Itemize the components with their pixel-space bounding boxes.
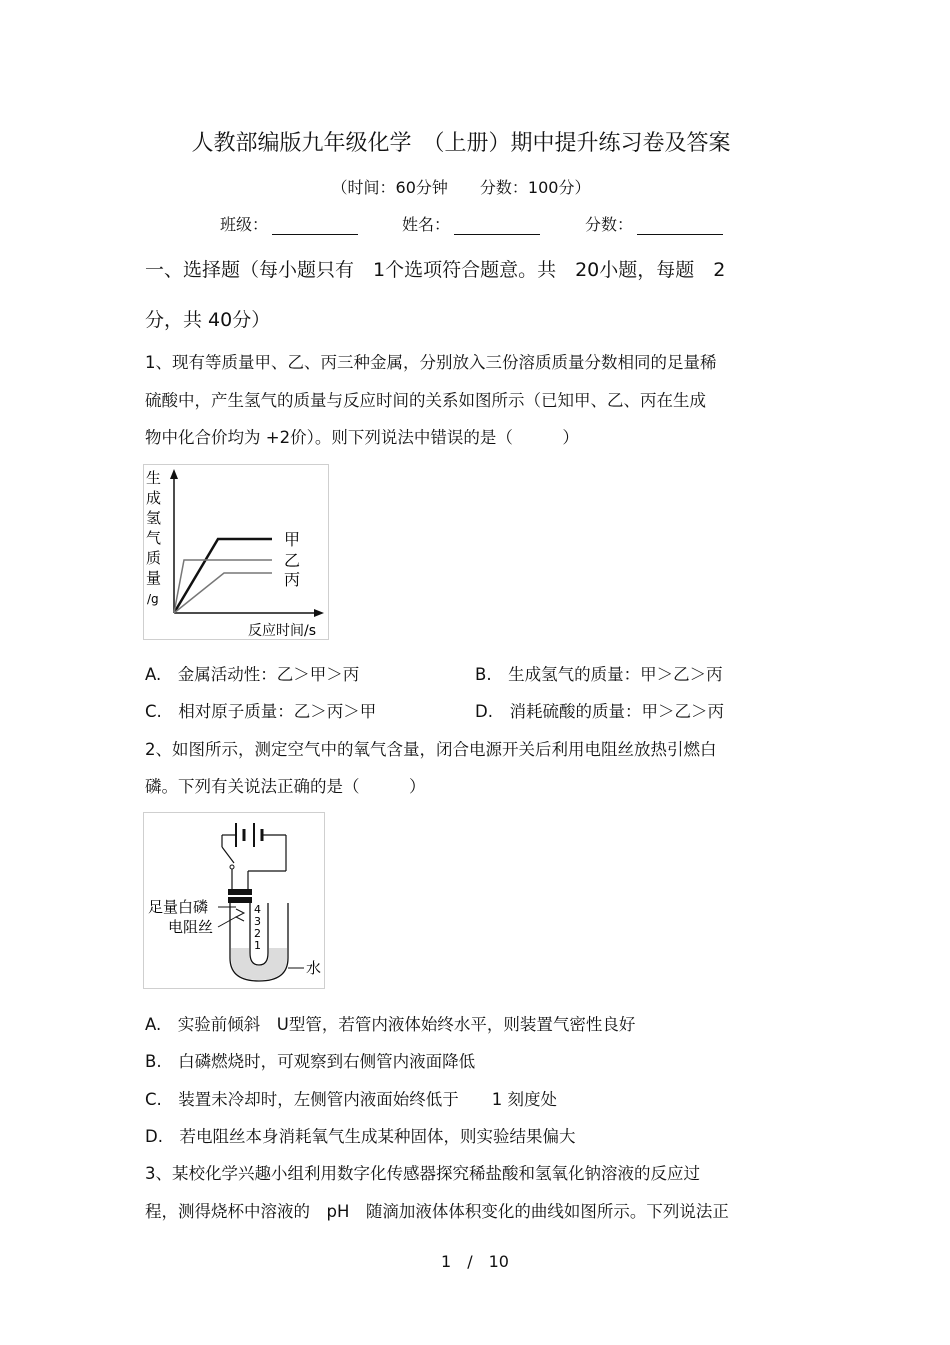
exam-info: （时间：60分钟 分数：100分） [331,178,591,197]
y-label-char-6: 量 [146,569,162,587]
name-label: 姓名： [402,215,451,234]
scale-4: 4 [254,903,261,916]
y-label-char-4: 气 [146,529,162,547]
q2-text-line2: 磷。下列有关说法正确的是（ ） [145,777,426,796]
score-label: 分数： [585,215,634,234]
label-white-phosphorus: 足量白磷 [148,898,209,916]
scale-3: 3 [254,915,261,928]
q1-option-c: C. 相对原子质量：乙＞丙＞甲 [145,702,377,721]
q2-figure [143,812,325,989]
scale-2: 2 [254,927,261,940]
class-field [220,212,358,235]
page-title: 人教部编版九年级化学 （上册）期中提升练习卷及答案 [191,131,731,156]
q1-option-a: A. 金属活动性：乙＞甲＞丙 [145,665,360,684]
class-blank [272,218,358,235]
q1-text-line3: 物中化合价均为 +2价）。则下列说法中错误的是（ ） [145,428,579,447]
q1-option-d: D. 消耗硫酸的质量：甲＞乙＞丙 [475,702,724,721]
q1-option-b: B. 生成氢气的质量：甲＞乙＞丙 [475,665,723,684]
q2-option-b: B. 白磷燃烧时，可观察到右侧管内液面降低 [145,1052,476,1071]
curve-label-bing: 丙 [284,570,301,589]
q1-figure [143,464,329,640]
label-water: 水 [306,959,322,977]
q2-option-a: A. 实验前倾斜 U型管，若管内液体始终水平，则装置气密性良好 [145,1015,636,1034]
u-tube-apparatus [144,813,324,988]
y-label-char-2: 成 [146,489,162,507]
scale-1: 1 [254,939,261,952]
q2-text-line1: 2、如图所示，测定空气中的氧气含量，闭合电源开关后利用电阻丝放热引燃白 [145,740,717,759]
score-field [585,212,723,235]
y-label-char-5: 质 [146,549,162,567]
section-heading-line1: 一、选择题（每小题只有 1个选项符合题意。共 20小题，每题 2 [145,259,726,281]
name-field [402,212,540,235]
section-heading-line2: 分，共 40分） [145,309,271,331]
label-resistance-wire: 电阻丝 [168,918,214,936]
y-label-char-1: 生 [146,469,162,487]
curve-bing [174,573,272,613]
q1-text-line2: 硫酸中，产生氢气的质量与反应时间的关系如图所示（已知甲、乙、丙在生成 [145,391,706,410]
page-number: 1 / 10 [441,1252,509,1271]
q3-text-line1: 3、某校化学兴趣小组利用数字化传感器探究稀盐酸和氢氧化钠溶液的反应过 [145,1164,700,1183]
curve-label-jia: 甲 [284,530,301,549]
y-label-unit: /g [147,592,159,606]
hydrogen-time-graph [144,465,328,639]
class-label: 班级： [220,215,269,234]
x-axis-label: 反应时间/s [248,623,317,639]
q2-option-c: C. 装置未冷却时，左侧管内液面始终低于 1 刻度处 [145,1090,558,1109]
y-label-char-3: 氢 [146,509,162,527]
q3-text-line2: 程，测得烧杯中溶液的 pH 随滴加液体体积变化的曲线如图所示。下列说法正 [145,1202,729,1221]
q2-option-d: D. 若电阻丝本身消耗氧气生成某种固体，则实验结果偏大 [145,1127,576,1146]
q1-text-line1: 1、现有等质量甲、乙、丙三种金属，分别放入三份溶质质量分数相同的足量稀 [145,353,717,372]
name-blank [454,218,540,235]
score-blank [637,218,723,235]
curve-label-yi: 乙 [284,551,301,570]
